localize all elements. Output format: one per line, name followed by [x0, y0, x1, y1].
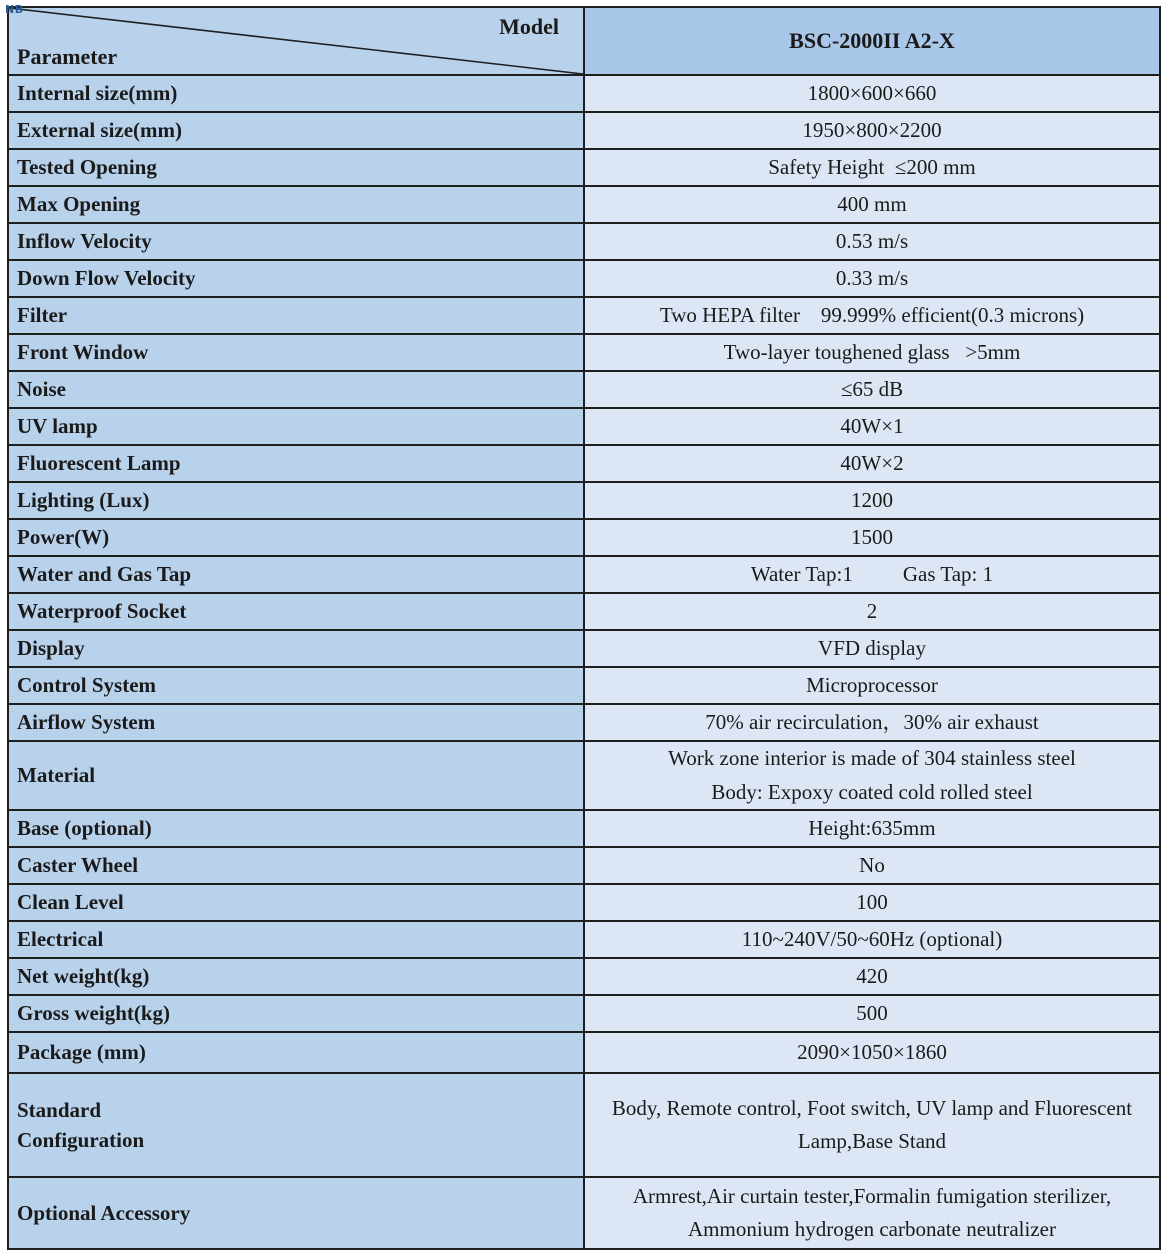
table-row: [8, 847, 1160, 884]
table-header-row: [8, 7, 1160, 75]
param-label: UV lamp: [8, 408, 584, 445]
table-row: [8, 1177, 1160, 1249]
param-value: 1500: [584, 519, 1160, 556]
param-label: Lighting (Lux): [8, 482, 584, 519]
param-value: 110~240V/50~60Hz (optional): [584, 921, 1160, 958]
param-label: Down Flow Velocity: [8, 260, 584, 297]
brand-logo: NB: [5, 3, 24, 16]
param-label: Caster Wheel: [8, 847, 584, 884]
param-label: Fluorescent Lamp: [8, 445, 584, 482]
param-label: Package (mm): [8, 1032, 584, 1073]
param-value: 1950×800×2200: [584, 112, 1160, 149]
param-label: Material: [8, 741, 584, 810]
table-row: [8, 260, 1160, 297]
param-value: Safety Height ≤200 mm: [584, 149, 1160, 186]
table-row: [8, 186, 1160, 223]
table-row: [8, 519, 1160, 556]
param-value: Microprocessor: [584, 667, 1160, 704]
param-value: [584, 556, 1160, 593]
param-label: Clean Level: [8, 884, 584, 921]
table-row: [8, 445, 1160, 482]
table-row: [8, 1073, 1160, 1177]
param-value: Body, Remote control, Foot switch, UV lamp and Fluorescent Lamp,Base Stand: [584, 1073, 1160, 1177]
param-label: Inflow Velocity: [8, 223, 584, 260]
param-label: Max Opening: [8, 186, 584, 223]
table-row: [8, 297, 1160, 334]
param-value: 500: [584, 995, 1160, 1032]
table-row: [8, 741, 1160, 810]
param-label: Base (optional): [8, 810, 584, 847]
param-value: [584, 741, 1160, 810]
param-label: Noise: [8, 371, 584, 408]
table-row: [8, 593, 1160, 630]
param-label: External size(mm): [8, 112, 584, 149]
param-label-line: Configuration: [17, 1128, 145, 1153]
param-label: Gross weight(kg): [8, 995, 584, 1032]
material-interior-value: Work zone interior is made of 304 stainless steel: [668, 746, 1076, 770]
header-corner-cell: [8, 7, 584, 75]
table-row: [8, 630, 1160, 667]
param-label: Filter: [8, 297, 584, 334]
table-row: [8, 556, 1160, 593]
table-row: [8, 884, 1160, 921]
param-value: Height:635mm: [584, 810, 1160, 847]
param-label: Airflow System: [8, 704, 584, 741]
param-label: Control System: [8, 667, 584, 704]
table-row: [8, 223, 1160, 260]
param-value: 400 mm: [584, 186, 1160, 223]
table-row: [8, 149, 1160, 186]
param-value: 0.53 m/s: [584, 223, 1160, 260]
param-value: ≤65 dB: [584, 371, 1160, 408]
table-row: [8, 995, 1160, 1032]
table-row: [8, 704, 1160, 741]
header-parameter-label: Parameter: [17, 44, 118, 69]
table-row: [8, 482, 1160, 519]
param-value: 420: [584, 958, 1160, 995]
param-value: 1200: [584, 482, 1160, 519]
header-model-name: BSC-2000II A2-X: [584, 7, 1160, 75]
param-label: [8, 1073, 584, 1177]
param-value: VFD display: [584, 630, 1160, 667]
param-label: Electrical: [8, 921, 584, 958]
param-value: 40W×1: [584, 408, 1160, 445]
param-value: 70% air recirculation，30% air exhaust: [584, 704, 1160, 741]
table-row: [8, 334, 1160, 371]
header-model-label: Model: [499, 14, 559, 39]
param-label: Internal size(mm): [8, 75, 584, 112]
param-label: Optional Accessory: [8, 1177, 584, 1249]
param-value: 100: [584, 884, 1160, 921]
param-value: Two-layer toughened glass >5mm: [584, 334, 1160, 371]
table-row: [8, 75, 1160, 112]
param-label: Water and Gas Tap: [8, 556, 584, 593]
table-row: [8, 408, 1160, 445]
param-value: Armrest,Air curtain tester,Formalin fumigation sterilizer, Ammonium hydrogen carbonate neutralizer: [584, 1177, 1160, 1249]
param-label-line: Standard: [17, 1097, 102, 1122]
table-row: [8, 371, 1160, 408]
spec-table: [7, 6, 1161, 1250]
param-label: Display: [8, 630, 584, 667]
table-row: [8, 1032, 1160, 1073]
param-value: 2: [584, 593, 1160, 630]
param-value: 40W×2: [584, 445, 1160, 482]
param-label: Tested Opening: [8, 149, 584, 186]
param-label: Power(W): [8, 519, 584, 556]
param-value: 1800×600×660: [584, 75, 1160, 112]
param-value: 2090×1050×1860: [584, 1032, 1160, 1073]
param-value: Two HEPA filter 99.999% efficient(0.3 microns): [584, 297, 1160, 334]
gas-tap-value: Gas Tap: 1: [902, 561, 994, 586]
param-value: 0.33 m/s: [584, 260, 1160, 297]
table-row: [8, 112, 1160, 149]
param-label: Waterproof Socket: [8, 593, 584, 630]
table-row: [8, 921, 1160, 958]
param-value: No: [584, 847, 1160, 884]
table-row: [8, 810, 1160, 847]
table-row: [8, 667, 1160, 704]
param-label: Front Window: [8, 334, 584, 371]
water-tap-value: Water Tap:1: [750, 561, 853, 586]
material-body-value: Body: Expoxy coated cold rolled steel: [711, 779, 1033, 804]
param-label: Net weight(kg): [8, 958, 584, 995]
table-row: [8, 958, 1160, 995]
